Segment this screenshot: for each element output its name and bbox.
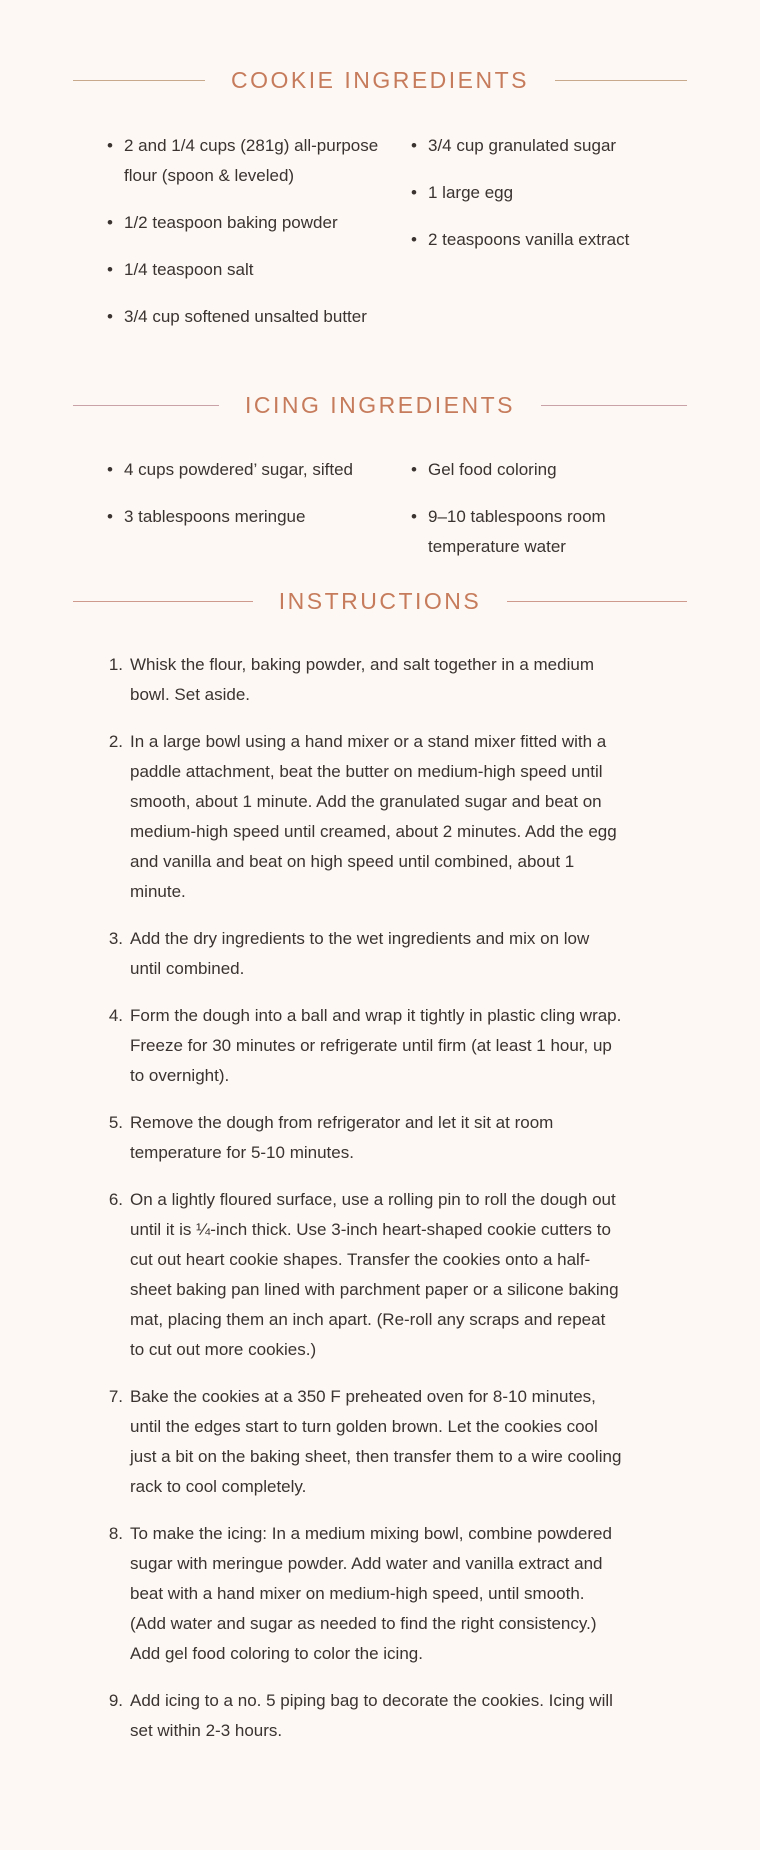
step-text: Add icing to a no. 5 piping bag to decorate the cookies. Icing will set within 2-3 hours. [130,1691,613,1740]
instructions-heading [73,590,687,613]
bullet-icon: • [411,460,417,479]
step-number: 4. [108,1006,123,1025]
ingredient-item [411,502,667,562]
step-text: Bake the cookies at a 350 F preheated oven for 8-10 minutes, until the edges start to turn golden brown. Let the cookies cool just a bit on the baking sheet, then transfer them to a wire cooling rack to cool completely. [130,1387,622,1496]
icing-ingredients-title: ICING INGREDIENTS [245,392,515,418]
bullet-icon: • [411,230,417,249]
ingredient-text: 4 cups powdered’ sugar, sifted [124,460,354,479]
instruction-step [103,1382,623,1502]
step-text: Form the dough into a ball and wrap it tightly in plastic cling wrap. Freeze for 30 minutes or refrigerate until firm (at least 1 hour, up to overnight). [130,1006,622,1085]
bullet-icon: • [411,136,417,155]
icing-ingredients-left-column [107,455,411,579]
step-text: In a large bowl using a hand mixer or a stand mixer fitted with a paddle attachment, beat the butter on medium-high speed until smooth, about 1 minute. Add the granulated sugar and beat on medium-high speed until creamed, about 2 minutes. Add the egg and vanilla and beat on high speed until combined, about 1 minute. [130,732,617,901]
icing-ingredients-list [107,455,667,579]
heading-rule-left [73,601,253,602]
cookie-ingredients-right-column [411,131,667,349]
heading-rule-left [73,80,205,81]
ingredient-item [107,455,411,485]
instruction-step [103,1686,623,1746]
instruction-step [103,1185,623,1365]
ingredient-item [411,225,667,255]
ingredient-item [107,255,411,285]
cookie-ingredients-left-column [107,131,411,349]
ingredient-text: 9–10 tablespoons room temperature water [428,507,606,556]
icing-ingredients-right-column [411,455,667,579]
ingredient-item [107,208,411,238]
cookie-ingredients-list [107,131,667,349]
ingredient-text: 3/4 cup softened unsalted butter [124,307,367,326]
ingredient-text: 1 large egg [428,183,514,202]
ingredient-text: 3/4 cup granulated sugar [428,136,617,155]
instruction-step [103,1519,623,1669]
bullet-icon: • [107,507,113,526]
step-number: 8. [108,1524,123,1543]
ingredient-text: 3 tablespoons meringue [124,507,306,526]
ingredient-text: 1/2 teaspoon baking powder [124,213,338,232]
ingredient-item [411,178,667,208]
bullet-icon: • [107,213,113,232]
ingredient-text: 2 teaspoons vanilla extract [428,230,630,249]
cookie-ingredients-title: COOKIE INGREDIENTS [230,67,530,93]
ingredient-text: Gel food coloring [428,460,557,479]
step-number: 9. [108,1691,123,1710]
heading-rule-left [73,405,219,406]
icing-ingredients-heading [73,394,687,417]
instructions-title: INSTRUCTIONS [278,588,482,614]
step-text: On a lightly floured surface, use a rolling pin to roll the dough out until it is ¼-inch thick. Use 3-inch heart-shaped cookie cutters to cut out heart cookie shapes. Transfer the cookies onto a half-sheet baking pan lined with parchment paper or a silicone baking mat, placing them an inch apart. (Re-roll any scraps and repeat to cut out more cookies.) [130,1190,619,1359]
step-text: Whisk the flour, baking powder, and salt together in a medium bowl. Set aside. [130,655,594,704]
cookie-ingredients-heading [73,69,687,92]
ingredient-text: 1/4 teaspoon salt [124,260,254,279]
ingredient-item [411,455,667,485]
ingredient-item [411,131,667,161]
bullet-icon: • [107,307,113,326]
bullet-icon: • [107,460,113,479]
bullet-icon: • [107,136,113,155]
instruction-step [103,650,623,710]
heading-rule-right [541,405,687,406]
heading-rule-right [507,601,687,602]
bullet-icon: • [411,183,417,202]
instruction-step [103,727,623,907]
instruction-step [103,1108,623,1168]
step-text: To make the icing: In a medium mixing bowl, combine powdered sugar with meringue powder. Add water and vanilla extract and beat with a hand mixer on medium-high speed, until smooth. (Add water and sugar as needed to find the right consistency.) Add gel food coloring to color the icing. [130,1524,612,1663]
ingredient-item [107,302,411,332]
step-number: 1. [108,655,123,674]
instructions-list [103,650,623,1763]
heading-rule-right [555,80,687,81]
step-number: 2. [108,732,123,751]
ingredient-item [107,131,411,191]
ingredient-text: 2 and 1/4 cups (281g) all-purpose flour (spoon & leveled) [124,136,379,185]
instruction-step [103,924,623,984]
step-text: Remove the dough from refrigerator and let it sit at room temperature for 5-10 minutes. [130,1113,554,1162]
bullet-icon: • [411,507,417,526]
step-number: 3. [108,929,123,948]
step-number: 7. [108,1387,123,1406]
step-number: 6. [108,1190,123,1209]
step-number: 5. [108,1113,123,1132]
ingredient-item [107,502,411,532]
bullet-icon: • [107,260,113,279]
step-text: Add the dry ingredients to the wet ingredients and mix on low until combined. [130,929,590,978]
instruction-step [103,1001,623,1091]
